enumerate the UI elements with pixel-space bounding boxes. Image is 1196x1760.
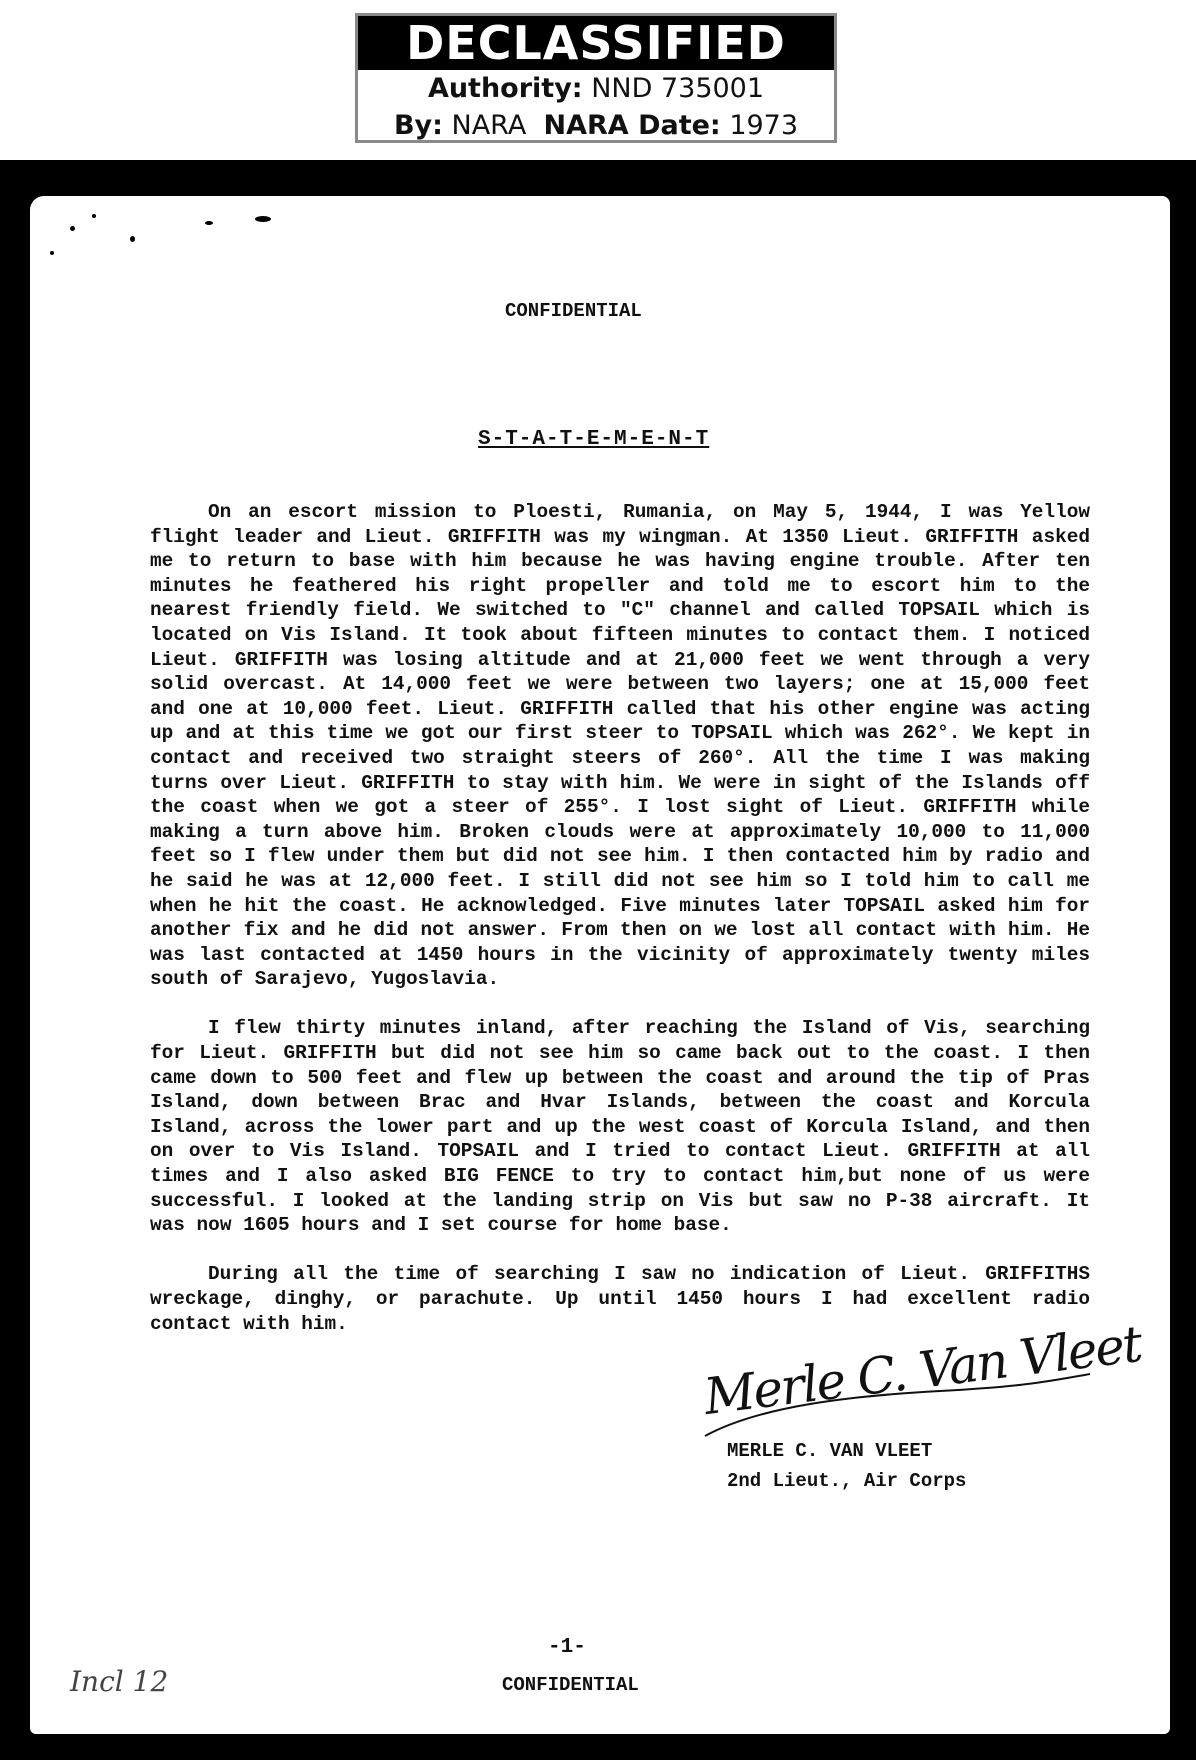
stamp-heading: DECLASSIFIED [358,16,834,70]
authority-value: NND 735001 [591,73,765,104]
classification-marking-bottom: CONFIDENTIAL [502,1674,639,1696]
scan-speck [50,251,54,255]
document-title: S-T-A-T-E-M-E-N-T [478,428,710,451]
scan-speck [255,216,271,222]
authority-label: Authority: [427,73,583,104]
signer-name: MERLE C. VAN VLEET [727,1440,933,1462]
by-label: By: [393,110,443,141]
paragraph-escort-mission: On an escort mission to Ploesti, Rumania, on May 5, 1944, I was Yellow flight leader and Lieut. GRIFFITH was my wingman. At 1350 Lieut. GRIFFITH asked me to return to base with him because he was having engine trouble. After ten minutes he feathered his right propeller and told me to escort him to the nearest friendly field. We switched to "C" channel and called TOPSAIL which is located on Vis Island. It took about fifteen minutes to contact them. I noticed Lieut. GRIFFITH was losing altitude and at 21,000 feet we went through a very solid overcast. At 14,000 feet we were between two layers; one at 15,000 feet and one at 10,000 feet. Lieut. GRIFFITH called that his other engine was acting up and at this time we got our first steer to TOPSAIL which was 262°. We kept in contact and received two straight steers of 260°. All the time I was making turns over Lieut. GRIFFITH to stay with him. We were in sight of the Islands off the coast when we got a steer of 255°. I lost sight of Lieut. GRIFFITH while making a turn above him. Broken clouds were at approximately 10,000 to 11,000 feet so I flew under them but did not see him. I then contacted him by radio and he said he was at 12,000 feet. I still did not see him so I told him to call me when he hit the coast. He acknowledged. Five minutes later TOPSAIL asked him for another fix and he did not answer. From then on we lost all contact with him. He was last contacted at 1450 hours in the vicinity of approximately twenty miles south of Sarajevo, Yugoslavia. [150,501,1090,991]
by-value: NARA [451,110,527,141]
scan-speck [205,221,213,225]
paragraph-conclusion: During all the time of searching I saw no indication of Lieut. GRIFFITHS wreckage, dinghy, or parachute. Up until 1450 hours I had excellent radio contact with him. [150,1263,1090,1335]
statement-body [150,500,1090,1361]
handwritten-page-mark: Incl 12 [70,1665,169,1698]
signature: Merle C. Van Vleet [700,1314,1144,1426]
classification-marking-top: CONFIDENTIAL [505,300,642,322]
scan-speck [92,214,96,218]
signer-title: 2nd Lieut., Air Corps [727,1470,967,1492]
date-value: 1973 [729,110,799,141]
page-number: -1- [548,1636,586,1659]
scan-speck [130,236,135,242]
stamp-authority-line [358,70,834,107]
date-label: NARA Date: [543,110,721,141]
scan-speck [70,226,75,231]
declassified-stamp [355,13,837,143]
paragraph-search: I flew thirty minutes inland, after reaching the Island of Vis, searching for Lieut. GRIFFITH but did not see him so came back out to the coast. I then came down to 500 feet and flew up between the coast and around the tip of Pras Island, down between Brac and Hvar Islands, between the coast and Korcula Island, across the lower part and up the west coast of Korcula Island, and then on over to Vis Island. TOPSAIL and I tried to contact Lieut. GRIFFITH at all times and I also asked BIG FENCE to try to contact him,but none of us were successful. I looked at the landing strip on Vis but saw no P-38 aircraft. It was now 1605 hours and I set course for home base. [150,1017,1090,1237]
stamp-by-line [358,107,834,144]
